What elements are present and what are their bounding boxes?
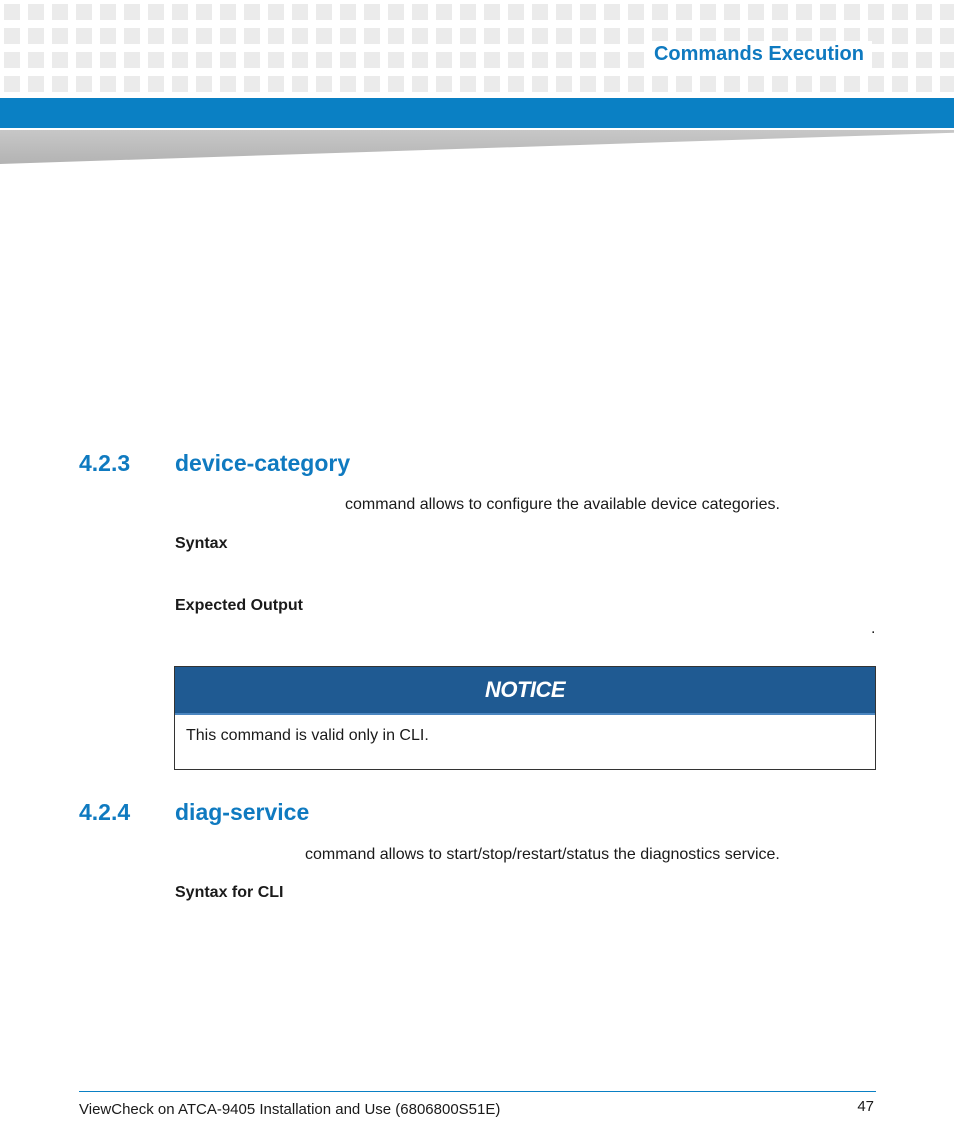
section-number-4-2-3: 4.2.3	[79, 450, 131, 476]
notice-label: NOTICE	[484, 677, 566, 702]
footer-document-title: ViewCheck on ATCA-9405 Installation and Use (6806800S51E)	[79, 1101, 501, 1118]
syntax-heading: Syntax	[175, 535, 228, 552]
notice-box	[174, 666, 876, 770]
section-title-device-category: device-category	[175, 450, 351, 476]
syntax-for-cli-heading: Syntax for CLI	[175, 884, 284, 901]
header-blue-band	[0, 98, 954, 128]
expected-output-heading: Expected Output	[175, 597, 304, 614]
trailing-period: .	[871, 620, 876, 637]
section-number-4-2-4: 4.2.4	[79, 799, 131, 825]
header-title: Commands Execution	[646, 41, 872, 68]
header-gray-wedge	[0, 130, 954, 164]
diag-service-description: command allows to start/stop/restart/status the diagnostics service.	[305, 846, 780, 863]
section-title-diag-service: diag-service	[175, 799, 310, 825]
device-category-description: command allows to configure the available device categories.	[345, 496, 780, 513]
footer-rule	[79, 1091, 876, 1092]
page-number: 47	[857, 1098, 874, 1115]
notice-header	[175, 667, 875, 715]
notice-text: This command is valid only in CLI.	[186, 727, 429, 744]
